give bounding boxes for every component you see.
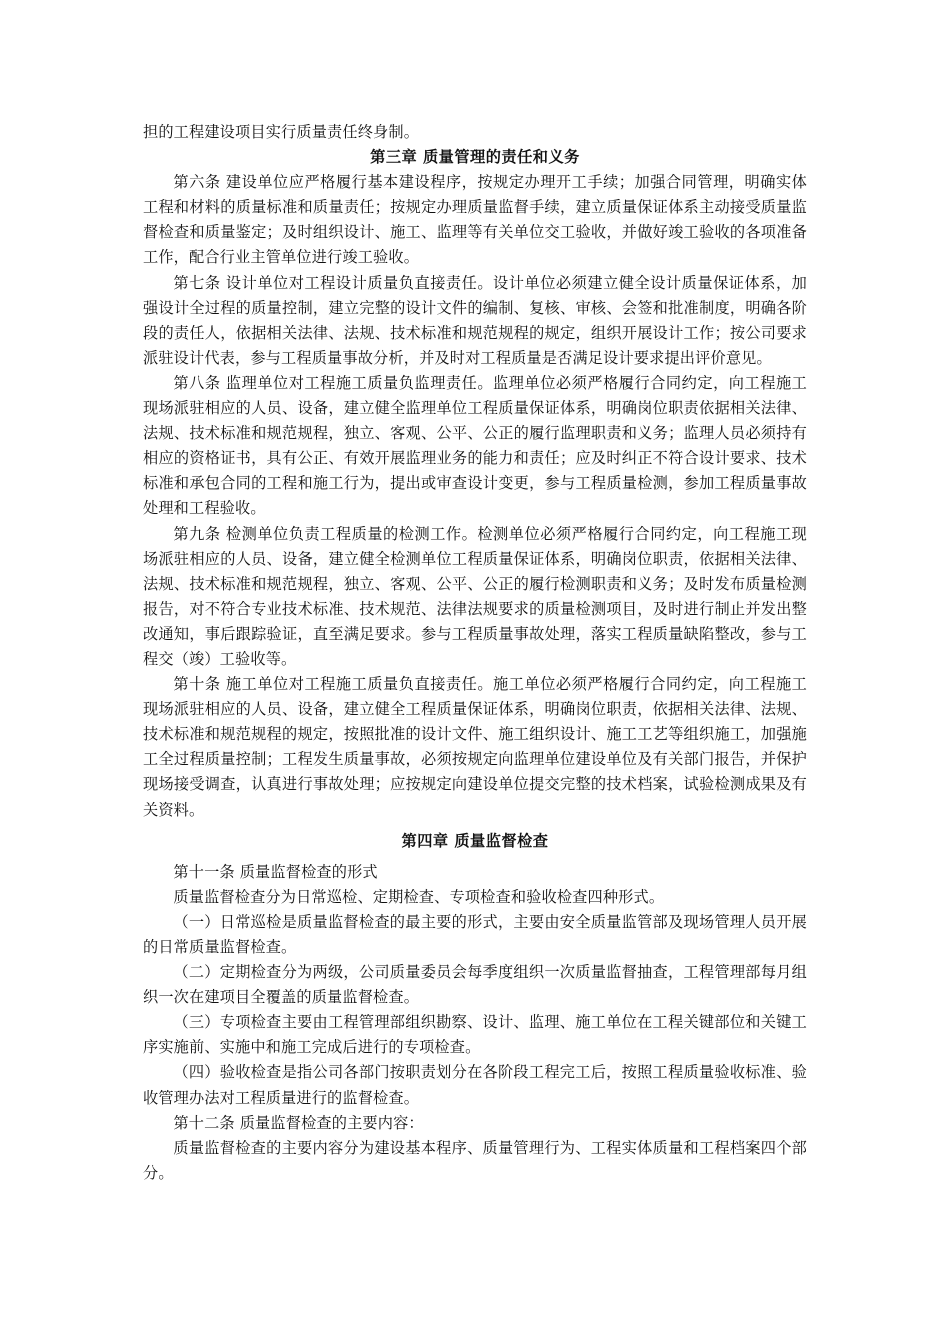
article-10: 第十条 施工单位对工程施工质量负直接责任。施工单位必须严格履行合同约定，向工程施工现场派驻相应的人员、设备，建立健全工程质量保证体系，明确岗位职责，依据相关法律、法规、技术标准和规范规程的规定，按照批准的设计文件、施工组织设计、施工工艺等组织施工，加强施工全过程质量控制；工程发生质量事故，必须按规定向监理单位建设单位及有关部门报告，并保护现场接受调查，认真进行事故处理；应按规定向建设单位提交完整的技术档案，试验检测成果及有关资料。 (143, 675, 807, 819)
article-7: 第七条 设计单位对工程设计质量负直接责任。设计单位必须建立健全设计质量保证体系，加强设计全过程的质量控制，建立完整的设计文件的编制、复核、审核、会签和批准制度，明确各阶段的责任人，依据相关法律、法规、技术标准和规范规程的规定，组织开展设计工作；按公司要求派驻设计代表，参与工程质量事故分析，并及时对工程质量是否满足设计要求提出评价意见。 (143, 273, 807, 367)
article-11-title: 第十一条 质量监督检查的形式 (173, 862, 378, 881)
article-9: 第九条 检测单位负责工程质量的检测工作。检测单位必须严格履行合同约定，向工程施工现场派驻相应的人员、设备，建立健全检测单位工程质量保证体系，明确岗位职责，依据相关法律、法规、技术标准和规范规程，独立、客观、公平、公正的履行检测职责和义务；及时发布质量检测报告，对不符合专业技术标准、技术规范、法律法规要求的质量检测项目，及时进行制止并发出整改通知，事后跟踪验证，直至满足要求。参与工程质量事故处理，落实工程质量缺陷整改，参与工程交（竣）工验收等。 (143, 524, 807, 668)
document-body (143, 120, 807, 1186)
article-12-body: 质量监督检查的主要内容分为建设基本程序、质量管理行为、工程实体质量和工程档案四个部分。 (143, 1138, 807, 1182)
article-8: 第八条 监理单位对工程施工质量负监理责任。监理单位必须严格履行合同约定，向工程施工现场派驻相应的人员、设备，建立健全监理单位工程质量保证体系，明确岗位职责依据相关法律、法规、技术标准和规范规程，独立、客观、公平、公正的履行监理职责和义务；监理人员必须持有相应的资格证书，具有公正、有效开展监理业务的能力和责任；应及时纠正不符合设计要求、技术标准和承包合同的工程和施工行为，提出或审查设计变更，参与工程质量检测，参加工程质量事故处理和工程验收。 (143, 373, 807, 518)
article-12-title: 第十二条 质量监督检查的主要内容： (173, 1113, 424, 1132)
paragraph-continuation: 担的工程建设项目实行质量责任终身制。 (143, 123, 420, 141)
chapter-3-heading: 第三章 质量管理的责任和义务 (370, 148, 580, 167)
list-item-3: （三）专项检查主要由工程管理部组织勘察、设计、监理、施工单位在工程关键部位和关键工序实施前、实施中和施工完成后进行的专项检查。 (143, 1013, 807, 1057)
list-item-2: （二）定期检查分为两级，公司质量委员会每季度组织一次质量监督抽查，工程管理部每月组织一次在建项目全覆盖的质量监督检查。 (143, 963, 807, 1007)
list-item-1: （一）日常巡检是质量监督检查的最主要的形式，主要由安全质量监管部及现场管理人员开展的日常质量监督检查。 (143, 912, 807, 956)
article-6: 第六条 建设单位应严格履行基本建设程序，按规定办理开工手续；加强合同管理，明确实体工程和材料的质量标准和质量责任；按规定办理质量监督手续，建立质量保证体系主动接受质量监督检查和质量鉴定；及时组织设计、施工、监理等有关单位交工验收，并做好竣工验收的各项准备工作，配合行业主管单位进行竣工验收。 (143, 173, 807, 267)
list-item-4: （四）验收检查是指公司各部门按职责划分在各阶段工程完工后，按照工程质量验收标准、验收管理办法对工程质量进行的监督检查。 (143, 1063, 807, 1107)
chapter-4-heading: 第四章 质量监督检查 (401, 831, 549, 850)
article-11-intro: 质量监督检查分为日常巡检、定期检查、专项检查和验收检查四种形式。 (173, 887, 665, 906)
